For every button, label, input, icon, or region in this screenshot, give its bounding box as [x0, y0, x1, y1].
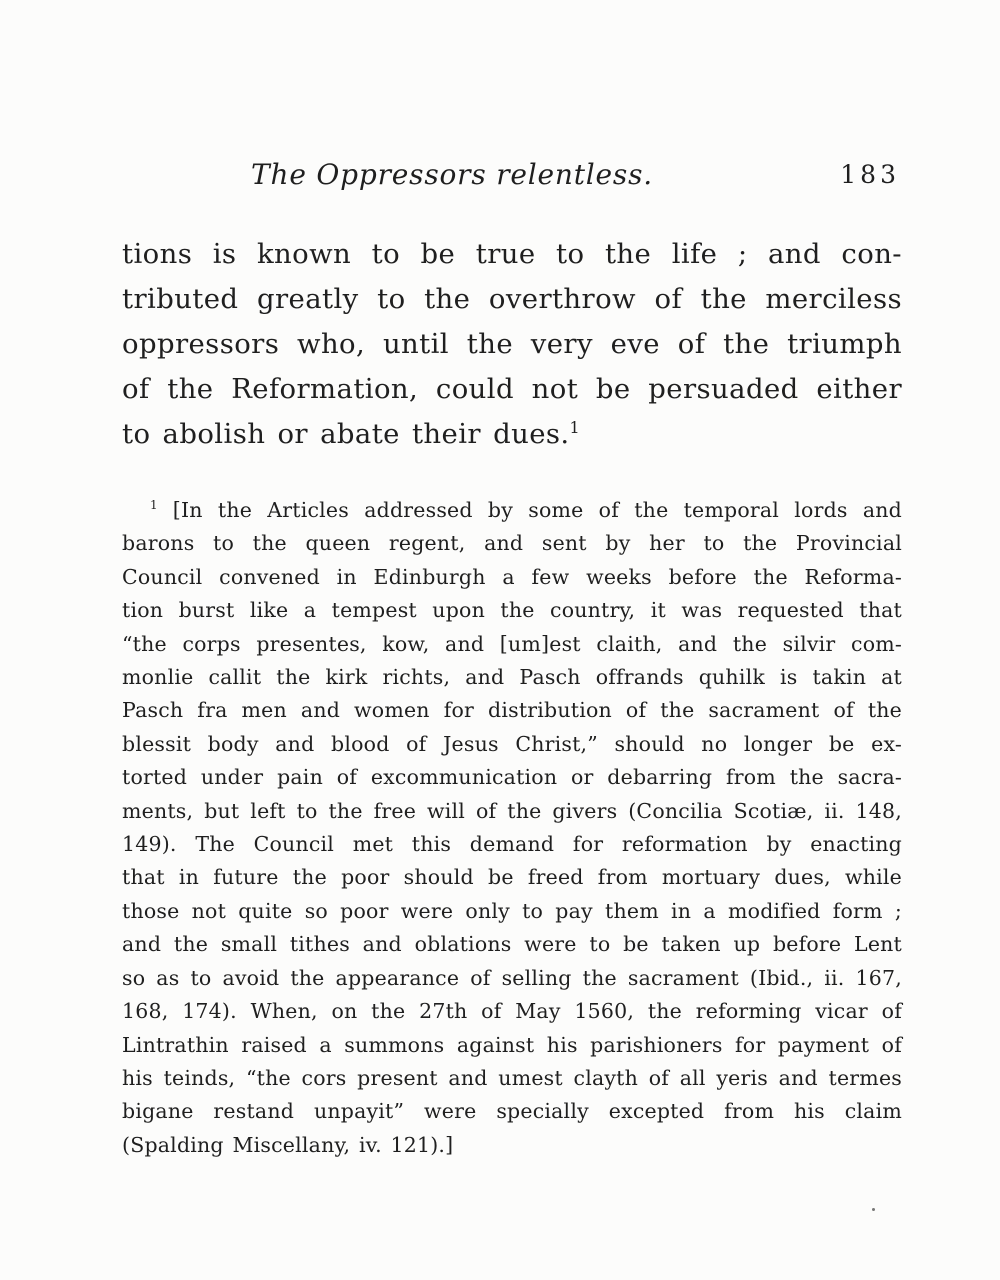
- footnote-line: his teinds, “the cors present and umest clayth of all yeris and termes: [122, 1065, 902, 1090]
- footnote-line: tion burst like a tempest upon the country, it was requested that: [122, 598, 902, 623]
- footnote-line: Council convened in Edinburgh a few weeks before the Reforma-: [122, 564, 902, 589]
- page-content: [122, 158, 902, 1162]
- footnote-line: “the corps presentes, kow, and [um]est claith, and the silvir com-: [122, 631, 902, 656]
- body-line: tributed greatly to the overthrow of the merciless: [122, 283, 902, 315]
- footnote-line: 149). The Council met this demand for reformation by enacting: [122, 832, 902, 857]
- running-title: The Oppressors relentless.: [251, 158, 653, 191]
- page-number: 183: [840, 160, 900, 189]
- footnote-line: monlie callit the kirk richts, and Pasch offrands quhilk is takin at: [122, 665, 902, 690]
- footnote-line: (Spalding Miscellany, iv. 121).]: [122, 1132, 454, 1157]
- footnote-line: blessit body and blood of Jesus Christ,” should no longer be ex-: [122, 731, 902, 756]
- body-line: [122, 412, 902, 457]
- footnote-line: barons to the queen regent, and sent by her to the Provincial: [122, 531, 902, 556]
- body-line-text: to abolish or abate their dues.: [122, 418, 570, 450]
- page-header: [122, 158, 902, 200]
- footnote-line: 168, 174). When, on the 27th of May 1560, the reforming vicar of: [122, 999, 902, 1024]
- footnote-line: that in future the poor should be freed from mortuary dues, while: [122, 865, 902, 890]
- footnote-line: so as to avoid the appearance of selling the sacrament (Ibid., ii. 167,: [122, 965, 902, 990]
- footnote-line: Pasch fra men and women for distribution of the sacrament of the: [122, 698, 902, 723]
- footnote-marker: 1: [150, 498, 158, 513]
- scan-speck: [872, 1208, 875, 1211]
- footnote-line: bigane restand unpayit” were specially excepted from his claim: [122, 1099, 902, 1124]
- footnote-line-text: [In the Articles addressed by some of the temporal lords and: [172, 498, 902, 522]
- main-paragraph: [122, 232, 902, 457]
- footnote-line: and the small tithes and oblations were to be taken up before Lent: [122, 932, 902, 957]
- footnote-line: [122, 494, 902, 527]
- footnote-line: torted under pain of excommunication or debarring from the sacra-: [122, 765, 902, 790]
- footnote-line: ments, but left to the free will of the givers (Concilia Scotiæ, ii. 148,: [122, 798, 902, 823]
- footnote-line: those not quite so poor were only to pay them in a modified form ;: [122, 898, 902, 923]
- footnote-reference: 1: [569, 417, 580, 437]
- body-line: of the Reformation, could not be persuaded either: [122, 373, 902, 405]
- footnote: [122, 494, 902, 1162]
- body-line: tions is known to be true to the life ; and con-: [122, 238, 902, 270]
- footnote-line: Lintrathin raised a summons against his parishioners for payment of: [122, 1032, 902, 1057]
- body-line: oppressors who, until the very eve of the triumph: [122, 328, 902, 360]
